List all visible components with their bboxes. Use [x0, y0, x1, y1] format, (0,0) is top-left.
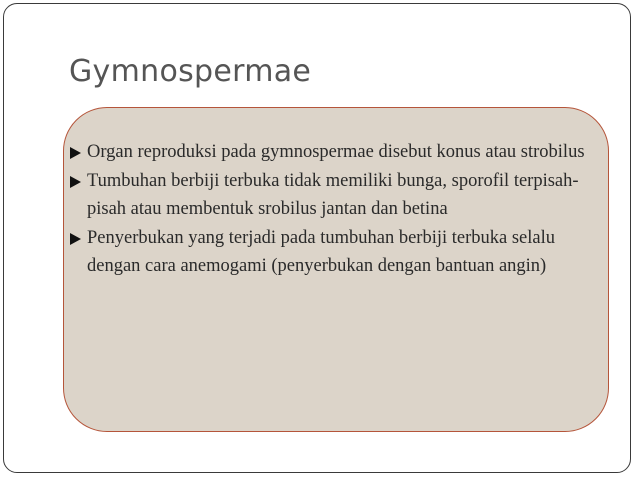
triangle-bullet-icon [70, 176, 81, 188]
bullet-text: Tumbuhan berbiji terbuka tidak memiliki bunga, sporofil terpisah-pisah atau membentuk srobilus jantan dan betina [87, 170, 579, 219]
bullet-list [70, 138, 605, 281]
bullet-text: Organ reproduksi pada gymnospermae disebut konus atau strobilus [87, 142, 585, 162]
triangle-bullet-icon [70, 233, 81, 245]
slide-title: Gymnospermae [69, 54, 312, 89]
bullet-text: Penyerbukan yang terjadi pada tumbuhan berbiji terbuka selalu dengan cara anemogami (penyerbukan dengan bantuan angin) [87, 227, 556, 276]
bullet-item [70, 167, 605, 224]
bullet-item [70, 224, 605, 281]
bullet-item [70, 138, 605, 167]
triangle-bullet-icon [70, 147, 81, 159]
